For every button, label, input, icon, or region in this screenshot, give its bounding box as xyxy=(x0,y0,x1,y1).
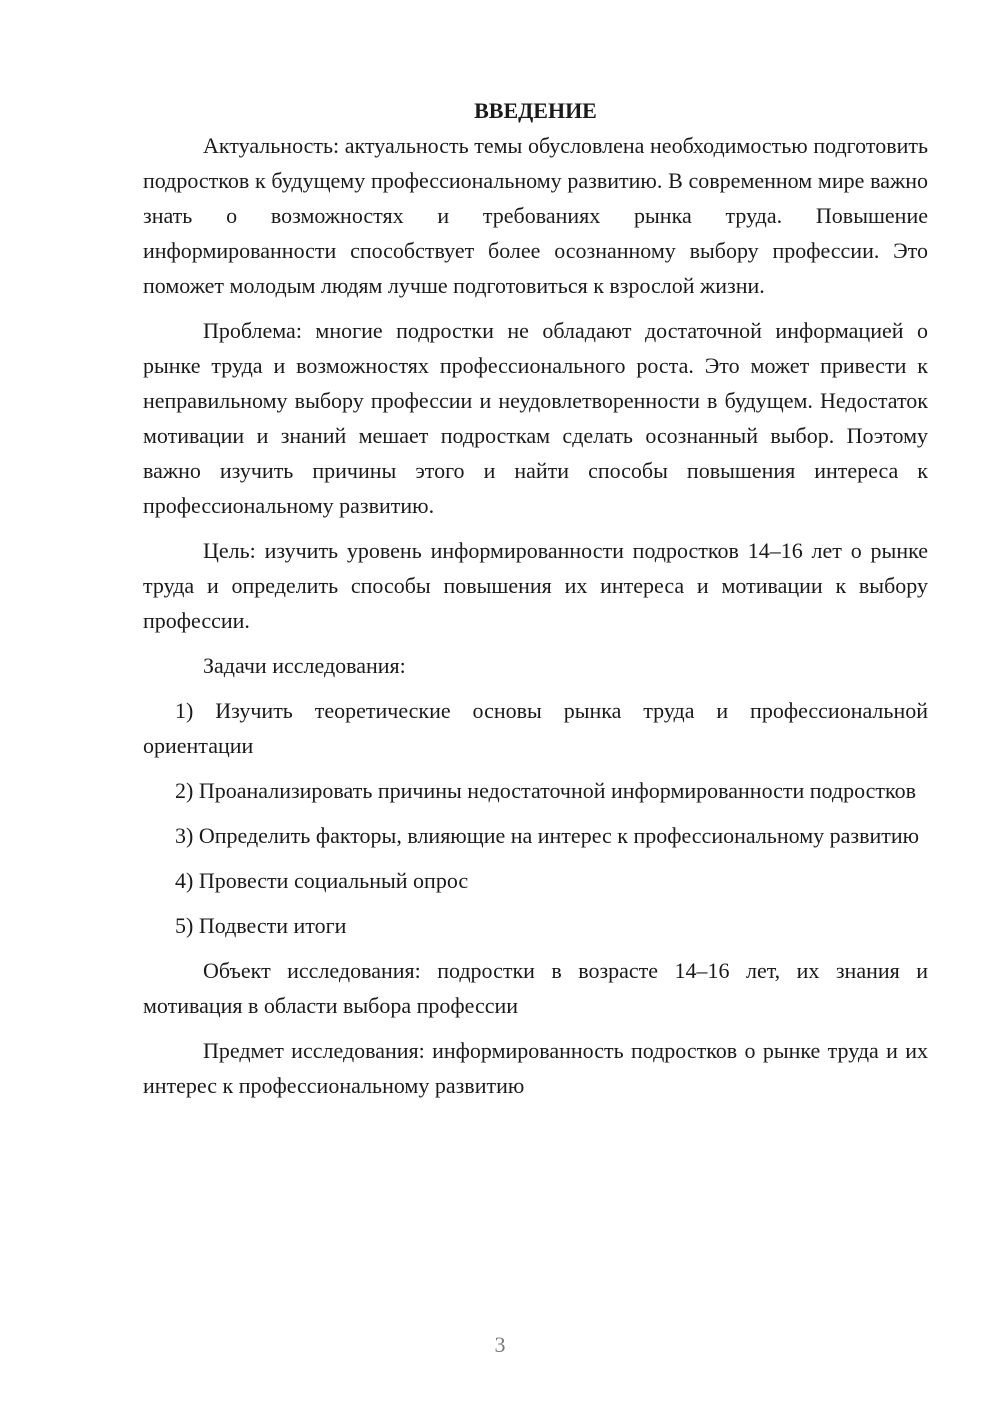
object-paragraph: Объект исследования: подростки в возрасте 14–16 лет, их знания и мотивация в области выбора профессии xyxy=(143,958,928,1018)
tasks-heading: Задачи исследования: xyxy=(203,653,406,678)
task-item-5: 5) Подвести итоги xyxy=(175,913,347,938)
relevance-paragraph: Актуальность: актуальность темы обусловлена необходимостью подготовить подростков к будущему профессиональному развитию. В современном мире важно знать о возможностях и требованиях рынка труда. Повышение информированности способствует более осознанному выбору профессии. Это поможет молодым людям лучше подготовиться к взрослой жизни. xyxy=(143,133,928,298)
page-number: 3 xyxy=(494,1332,506,1357)
goal-paragraph: Цель: изучить уровень информированности подростков 14–16 лет о рынке труда и определить способы повышения их интереса и мотивации к выбору профессии. xyxy=(143,538,928,633)
document-page xyxy=(143,94,928,1103)
task-item-1: 1) Изучить теоретические основы рынка труда и профессиональной ориентации xyxy=(143,698,928,758)
task-item-2: 2) Проанализировать причины недостаточной информированности подростков xyxy=(175,778,916,803)
subject-paragraph: Предмет исследования: информированность подростков о рынке труда и их интерес к профессиональному развитию xyxy=(143,1038,928,1098)
problem-paragraph: Проблема: многие подростки не обладают достаточной информацией о рынке труда и возможностях профессионального роста. Это может привести к неправильному выбору профессии и неудовлетворенности в будущем. Недостаток мотивации и знаний мешает подросткам сделать осознанный выбор. Поэтому важно изучить причины этого и найти способы повышения интереса к профессиональному развитию. xyxy=(143,318,928,518)
section-title: ВВЕДЕНИЕ xyxy=(474,98,597,123)
task-item-4: 4) Провести социальный опрос xyxy=(175,868,469,893)
task-item-3: 3) Определить факторы, влияющие на интерес к профессиональному развитию xyxy=(175,823,920,848)
